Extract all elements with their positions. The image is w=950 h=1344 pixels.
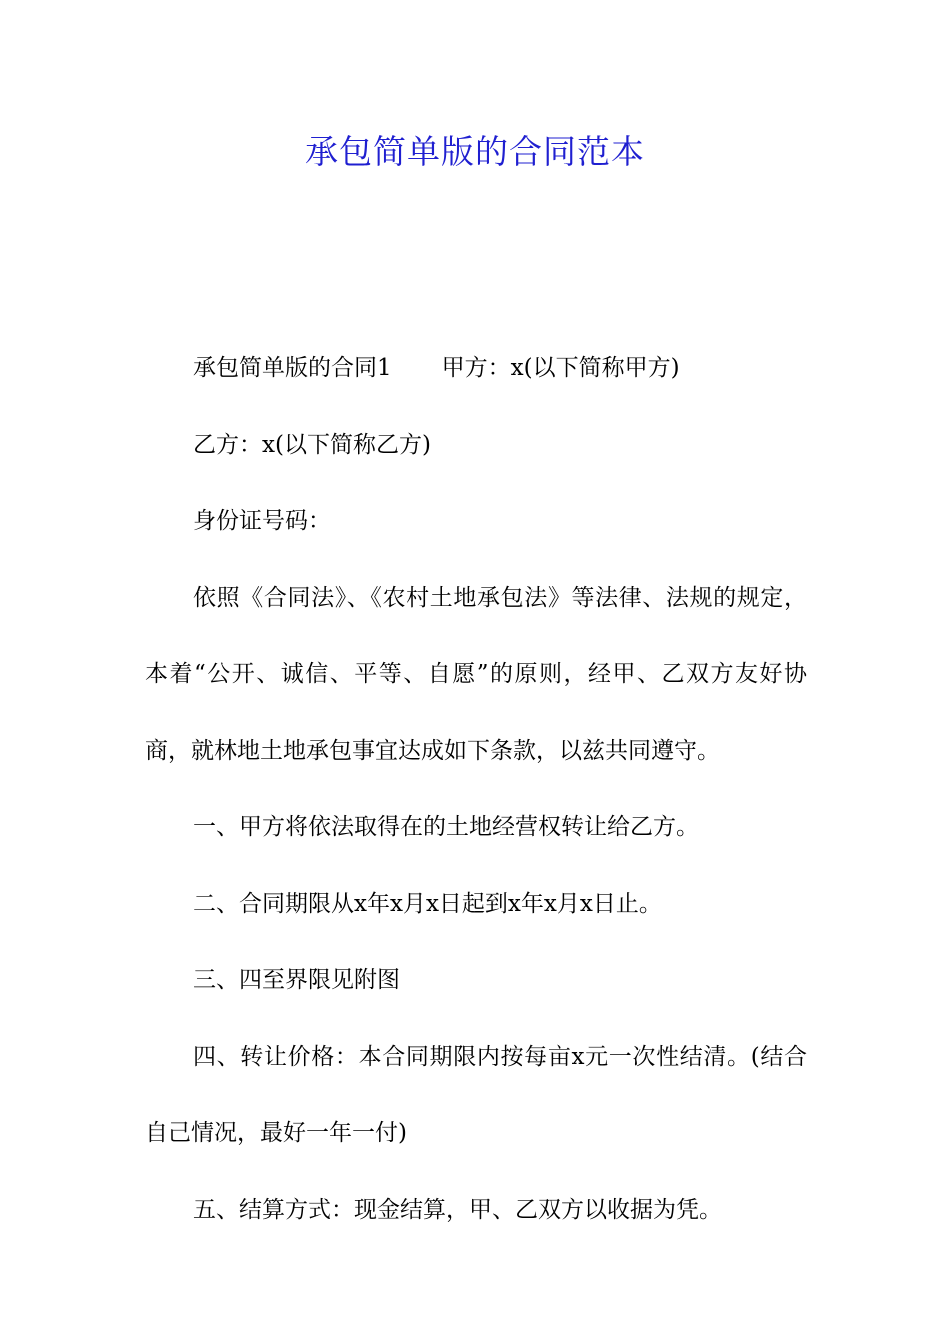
clause-5: 五、结算方式：现金结算，甲、乙双方以收据为凭。 — [193, 1196, 722, 1223]
clause-1: 一、甲方将依法取得在的土地经营权转让给乙方。 — [193, 814, 699, 840]
party-b: 乙方：x(以下简称乙方) — [193, 431, 431, 458]
document-title: 承包简单版的合同范本 — [305, 132, 645, 171]
contract-heading-line — [145, 330, 807, 407]
preamble-paragraph: 依照《合同法》、《农村土地承包法》等法律、法规的规定，本着“公开、诚信、平等、自愿”的原则，经甲、乙双方友好协商，就林地土地承包事宜达成如下条款，以兹共同遵守。 — [145, 584, 807, 764]
party-a: 甲方：x(以下简称甲方) — [441, 355, 680, 381]
document-body — [145, 330, 807, 1248]
clause-2: 二、合同期限从x年x月x日起到x年x月x日止。 — [193, 890, 662, 917]
clause-4: 四、转让价格：本合同期限内按每亩x元一次性结清。(结合自己情况，最好一年一付) — [145, 1043, 807, 1146]
contract-heading: 承包简单版的合同1 — [193, 355, 392, 381]
clause-3: 三、四至界限见附图 — [193, 967, 400, 993]
id-number-label: 身份证号码： — [193, 508, 331, 534]
